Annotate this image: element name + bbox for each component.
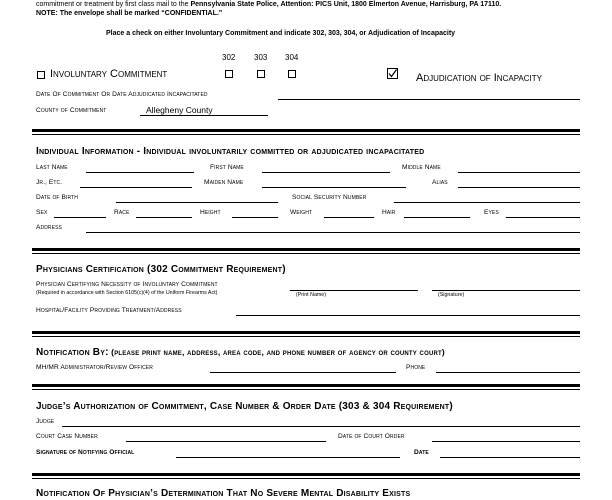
jr-label: Jr., Etc. xyxy=(36,179,63,186)
involuntary-label: Involuntary Commitment xyxy=(50,68,168,80)
eyes-field[interactable] xyxy=(506,217,580,218)
section-divider xyxy=(32,331,580,334)
involuntary-checkbox[interactable] xyxy=(37,71,45,79)
header-mailing-address: Pennsylvania State Police, Attention: PICS Unit, 1800 Elmerton Avenue, Harrisburg, PA 17110. xyxy=(190,1,502,8)
notification-section-title xyxy=(36,347,445,358)
case-number-label: Court Case Number xyxy=(36,433,98,440)
print-name-caption: (Print Name) xyxy=(296,292,327,298)
order-date-field[interactable] xyxy=(432,441,580,442)
first-name-label: First Name xyxy=(210,164,244,171)
phone-label: Phone xyxy=(406,364,426,371)
middle-name-field[interactable] xyxy=(458,172,580,173)
hair-field[interactable] xyxy=(404,217,470,218)
first-name-field[interactable] xyxy=(262,172,390,173)
race-field[interactable] xyxy=(136,217,192,218)
section-divider xyxy=(32,384,580,387)
header-note: NOTE: The envelope shall be marked “CONFIDENTIAL.” xyxy=(36,10,223,17)
hair-label: Hair xyxy=(382,209,396,216)
phone-field[interactable] xyxy=(436,372,580,373)
dob-label: Date of Birth xyxy=(36,194,78,201)
ssn-label: Social Security Number xyxy=(292,194,367,201)
code-302-label: 302 xyxy=(222,53,236,62)
physician-print-name-field[interactable] xyxy=(290,290,418,291)
section-divider-thin xyxy=(32,253,580,254)
code-304-label: 304 xyxy=(285,53,299,62)
maiden-name-field[interactable] xyxy=(262,187,406,188)
jr-field[interactable] xyxy=(80,187,192,188)
code-303-label: 303 xyxy=(254,53,268,62)
section-divider-thin xyxy=(32,478,580,479)
last-name-label: Last Name xyxy=(36,164,68,171)
hospital-label: Hospital/Facility Providing Treatment/Address xyxy=(36,307,182,314)
county-field[interactable] xyxy=(140,115,268,116)
date-of-commitment-label: Date Of Commitment Or Date Adjudicated Incapacitated xyxy=(36,91,208,98)
section-divider xyxy=(32,129,580,132)
official-signature-label: Signature of Notifying Official xyxy=(36,449,135,456)
adjudication-label: Adjudication of Incapacity xyxy=(416,72,542,84)
judge-label: Judge xyxy=(36,418,55,425)
hospital-field[interactable] xyxy=(236,315,580,316)
officer-label: MH/MR Administrator/Review Officer xyxy=(36,364,153,371)
dob-field[interactable] xyxy=(116,202,278,203)
ssn-field[interactable] xyxy=(394,202,580,203)
physician-section-title: Physicians Certification (302 Commitment Requirement) xyxy=(36,264,286,275)
address-field[interactable] xyxy=(86,232,580,233)
physician-signature-field[interactable] xyxy=(432,290,580,291)
header-instruction: Place a check on either Involuntary Commitment and indicate 302, 303, 304, or Adjudication of Incapacity xyxy=(106,30,456,37)
section-divider-thin xyxy=(32,134,580,135)
officer-field[interactable] xyxy=(210,372,396,373)
alias-label: Alias xyxy=(432,179,448,186)
individual-section-title: Individual Information - Individual involuntarily committed or adjudicated incapacitated xyxy=(36,146,425,157)
alias-field[interactable] xyxy=(458,187,580,188)
notification-title-instructions: (please print name, address, area code, and phone number of agency or county court) xyxy=(108,347,445,357)
notification-title-main: Notification By: xyxy=(36,347,109,358)
section-divider xyxy=(32,248,580,251)
date-of-commitment-field[interactable] xyxy=(278,99,580,100)
check-mark-icon xyxy=(387,68,398,79)
height-field[interactable] xyxy=(232,217,278,218)
weight-field[interactable] xyxy=(324,217,374,218)
final-section-title: Notification Of Physician’s Determination That No Severe Mental Disability Exists xyxy=(36,488,411,499)
county-label: County of Commitment xyxy=(36,107,107,114)
header-mailing-line xyxy=(36,0,501,9)
last-name-field[interactable] xyxy=(86,172,194,173)
address-label: Address xyxy=(36,224,62,231)
height-label: Height xyxy=(200,209,221,216)
judge-section-title: Judge’s Authorization of Commitment, Case Number & Order Date (303 & 304 Requirement) xyxy=(36,401,453,412)
signature-caption: (Signature) xyxy=(438,292,465,298)
header-mailing-prefix: commitment or treatment by first class mail to the xyxy=(36,1,191,8)
code-304-checkbox[interactable] xyxy=(288,70,296,78)
physician-required-note: (Required in accordance with Section 6105(c)(4) of the Uniform Firearms Act) xyxy=(36,290,218,296)
county-value: Allegheny County xyxy=(146,105,213,115)
judge-field[interactable] xyxy=(62,426,580,427)
case-number-field[interactable] xyxy=(126,441,326,442)
physician-certifying-label: Physician Certifying Necessity of Involuntary Commitment xyxy=(36,281,218,288)
order-date-label: Date of Court Order xyxy=(338,433,405,440)
sex-field[interactable] xyxy=(54,217,106,218)
section-divider xyxy=(32,473,580,476)
code-302-checkbox[interactable] xyxy=(225,70,233,78)
signature-date-field[interactable] xyxy=(440,457,580,458)
section-divider-thin xyxy=(32,389,580,390)
middle-name-label: Middle Name xyxy=(402,164,441,171)
signature-date-label: Date xyxy=(414,449,429,456)
eyes-label: Eyes xyxy=(484,209,499,216)
sex-label: Sex xyxy=(36,209,48,216)
race-label: Race xyxy=(114,209,130,216)
adjudication-checkbox[interactable] xyxy=(387,68,398,79)
section-divider-thin xyxy=(32,336,580,337)
weight-label: Weight xyxy=(290,209,313,216)
code-303-checkbox[interactable] xyxy=(257,70,265,78)
maiden-name-label: Maiden Name xyxy=(204,179,244,186)
official-signature-field[interactable] xyxy=(176,457,400,458)
